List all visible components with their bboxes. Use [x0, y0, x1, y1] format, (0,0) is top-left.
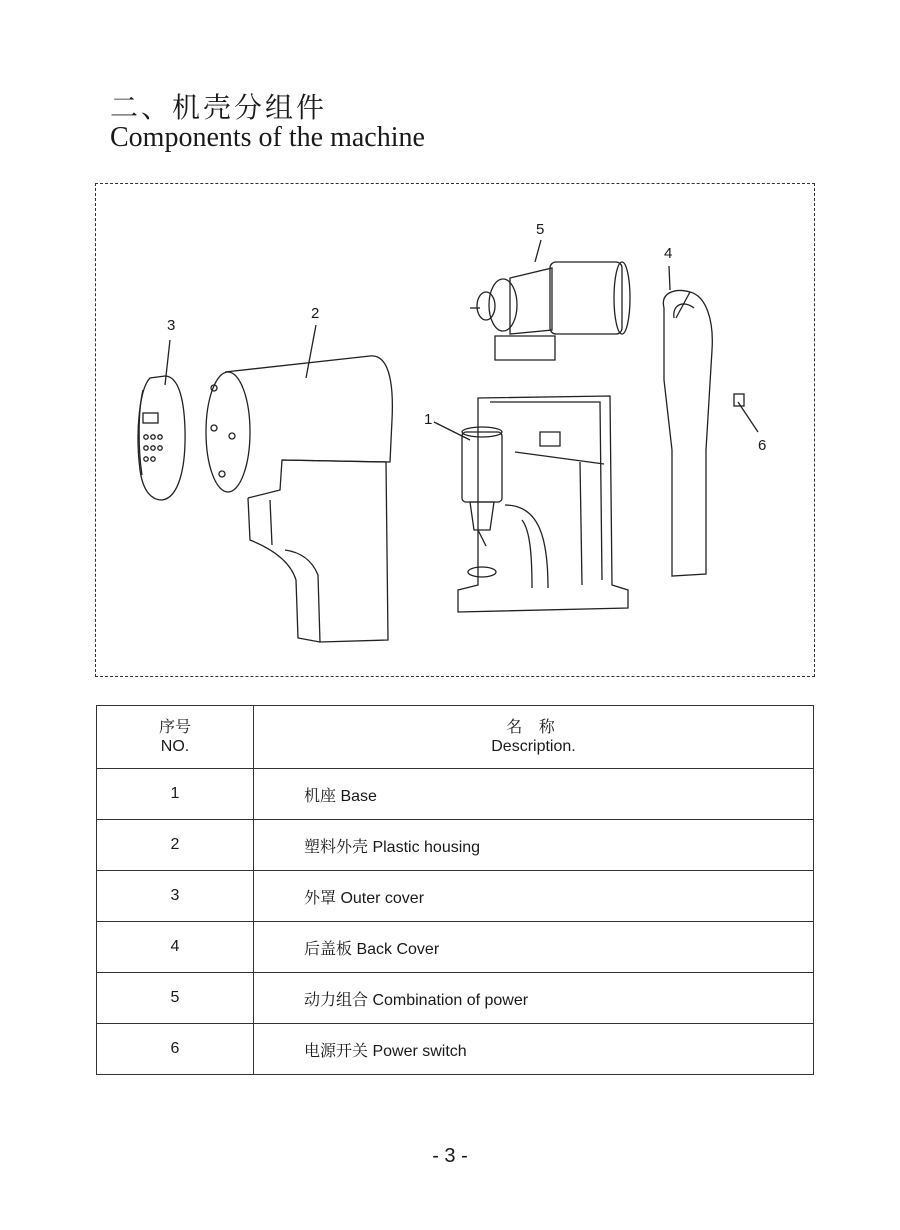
- row-number: 6: [97, 1024, 254, 1075]
- table-row: [97, 973, 814, 1024]
- row-description: 外罩 Outer cover: [254, 871, 814, 922]
- callout-4: 4: [664, 245, 673, 262]
- row-number: 4: [97, 922, 254, 973]
- callout-5: 5: [536, 221, 545, 238]
- table-header-row: [97, 706, 814, 769]
- row-number: 3: [97, 871, 254, 922]
- col-header-no: [97, 706, 254, 769]
- callout-3: 3: [167, 317, 176, 334]
- row-description: 动力组合 Combination of power: [254, 973, 814, 1024]
- table-row: [97, 769, 814, 820]
- table-row: [97, 871, 814, 922]
- col-header-no-en: NO.: [160, 738, 190, 755]
- row-description: 塑料外壳 Plastic housing: [254, 820, 814, 871]
- parts-table: [96, 705, 814, 1075]
- row-number: 2: [97, 820, 254, 871]
- callout-2: 2: [311, 305, 320, 322]
- section-title-en: Components of the machine: [110, 122, 425, 153]
- row-description: 机座 Base: [254, 769, 814, 820]
- row-number: 1: [97, 769, 254, 820]
- row-description: 后盖板 Back Cover: [254, 922, 814, 973]
- col-header-no-cn: 序号: [158, 719, 191, 736]
- page-number: - 3 -: [432, 1145, 468, 1167]
- row-description: 电源开关 Power switch: [254, 1024, 814, 1075]
- col-header-desc-cn: 名 称: [506, 719, 561, 736]
- table-row: [97, 922, 814, 973]
- callout-1: 1: [424, 411, 433, 428]
- callout-6: 6: [758, 437, 767, 454]
- col-header-desc-en: Description.: [491, 738, 576, 755]
- diagram-frame: [95, 183, 815, 677]
- col-header-description: [254, 706, 814, 769]
- table-row: [97, 820, 814, 871]
- section-title-cn: 二、机壳分组件: [110, 91, 328, 124]
- table-row: [97, 1024, 814, 1075]
- row-number: 5: [97, 973, 254, 1024]
